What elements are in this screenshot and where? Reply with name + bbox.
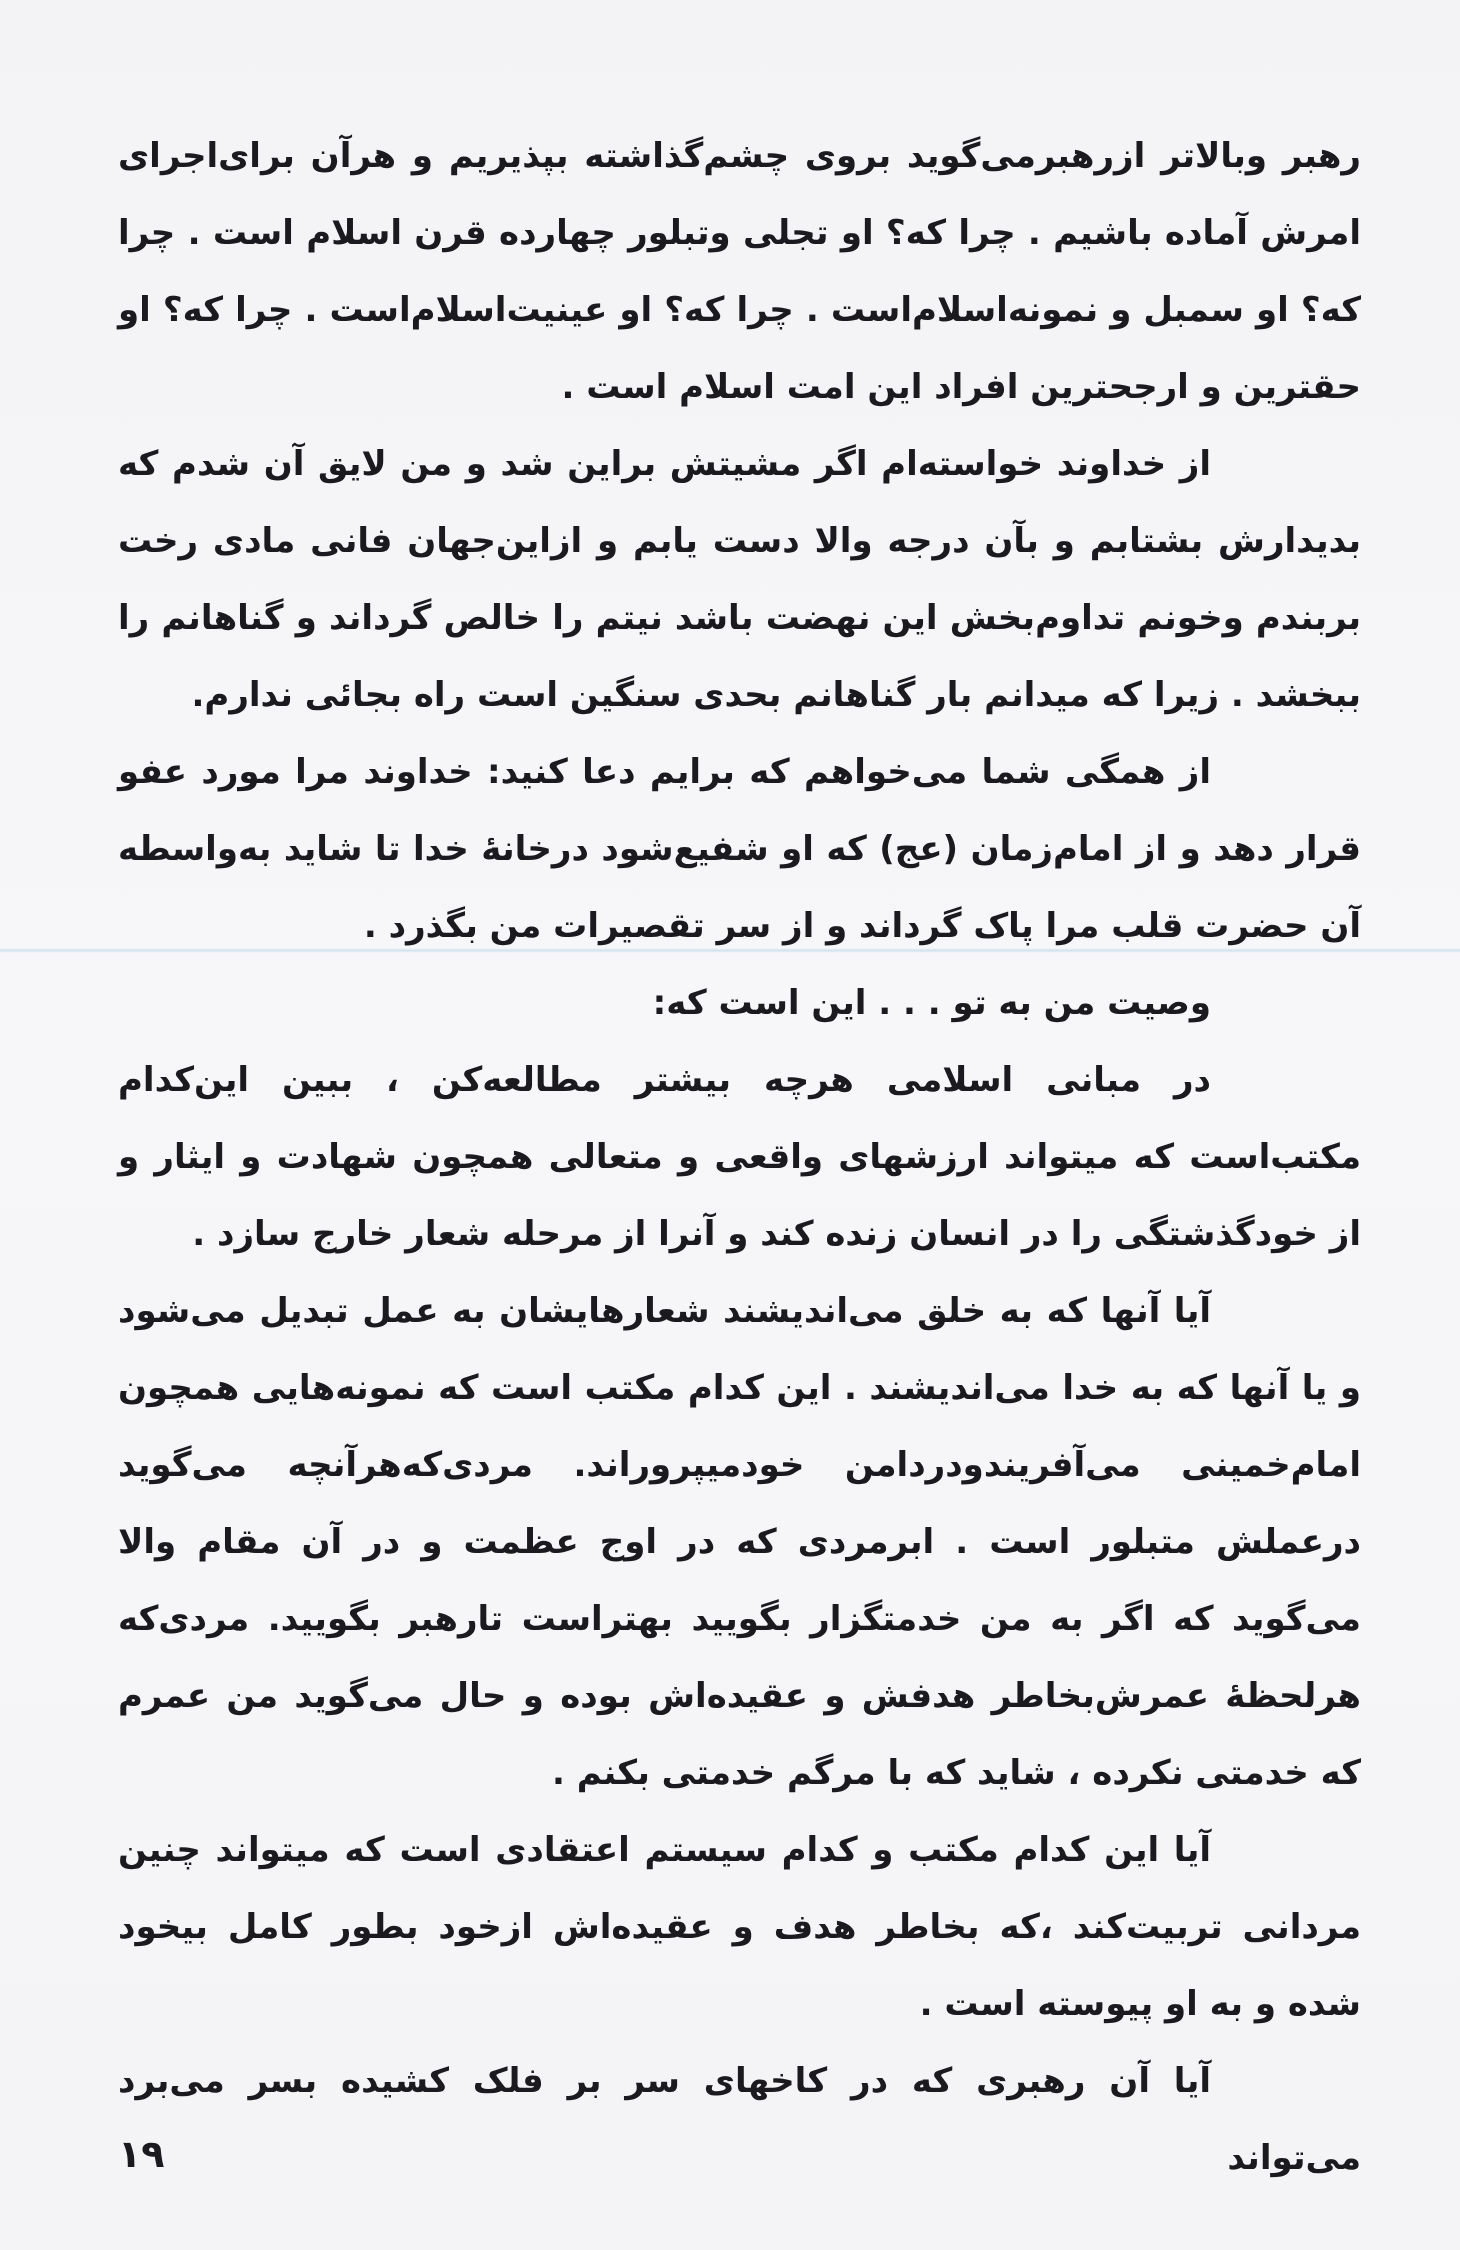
paragraph-7: آیا این کدام مکتب و کدام سیستم اعتقادی است که میتواند چنین مردانی تربیت‌کند ،که بخاطر هدف و عقیده‌اش ازخود بطور کامل بیخود شده و به او پیوسته است .: [118, 1830, 1361, 2024]
paragraph-4: وصیت من به تو . . . این است که:: [652, 983, 1211, 1023]
paragraph-8: آیا آن رهبری که در کاخهای سر بر فلک کشیده بسر می‌برد می‌تواند: [118, 2061, 1361, 2178]
paragraph-3: از همگی شما می‌خواهم که برایم دعا کنید: خداوند مرا مورد عفو قرار دهد و از امام‌زمان (عج) که او شفیع‌شود درخانهٔ خدا تا شاید به‌واسطه آن حضرت قلب مرا پاک گرداند و از سر تقصیرات من بگذرد .: [118, 752, 1361, 946]
page-number: ۱۹: [118, 2132, 165, 2176]
paragraph-1: رهبر وبالاتر ازرهبرمی‌گوید بروی چشم‌گذاشته بپذیریم و هرآن برای‌اجرای امرش آماده باشیم . چرا که؟ او تجلی وتبلور چهارده قرن اسلام است . چرا که؟ او سمبل و نمونه‌اسلام‌است . چرا که؟ او عینیت‌اسلام‌است . چرا که؟ او حقترین و ارجحترین افراد این امت اسلام است .: [118, 136, 1361, 407]
paragraph-5: در مبانی اسلامی هرچه بیشتر مطالعه‌کن ، ببین این‌کدام مکتب‌است که میتواند ارزشهای واقعی و متعالی همچون شهادت و ایثار و از خودگذشتگی را در انسان زنده کند و آنرا از مرحله شعار خارج سازد .: [118, 1060, 1361, 1254]
paragraph-2: از خداوند خواسته‌ام اگر مشیتش براین شد و من لایق آن شدم که بدیدارش بشتابم و بآن درجه والا دست یابم و ازاین‌جهان فانی مادی رخت بربندم وخونم تداوم‌بخش این نهضت باشد نیتم را خالص گرداند و گناهانم را ببخشد . زیرا که میدانم بار گناهانم بحدی سنگین است راه بجائی ندارم.: [118, 444, 1361, 715]
paragraph-6: آیا آنها که به خلق می‌اندیشند شعارهایشان به عمل تبدیل می‌شود و یا آنها که به خدا می‌اندیشند . این کدام مکتب است که نمونه‌هایی همچون امام‌خمینی می‌آفریندودردامن خودمیپروراند. مردی‌که‌هرآنچه می‌گوید درعملش متبلور است . ابرمردی که در اوج عظمت و در آن مقام والا می‌گوید که اگر به من خدمتگزار بگویید بهتراست تارهبر بگویید. مردی‌که هرلحظهٔ عمرش‌بخاطر هدفش و عقیده‌اش بوده و حال می‌گوید من عمرم که خدمتی نکرده ، شاید که با مرگم خدمتی بکنم .: [118, 1291, 1361, 1793]
body-text: [118, 118, 1361, 2197]
